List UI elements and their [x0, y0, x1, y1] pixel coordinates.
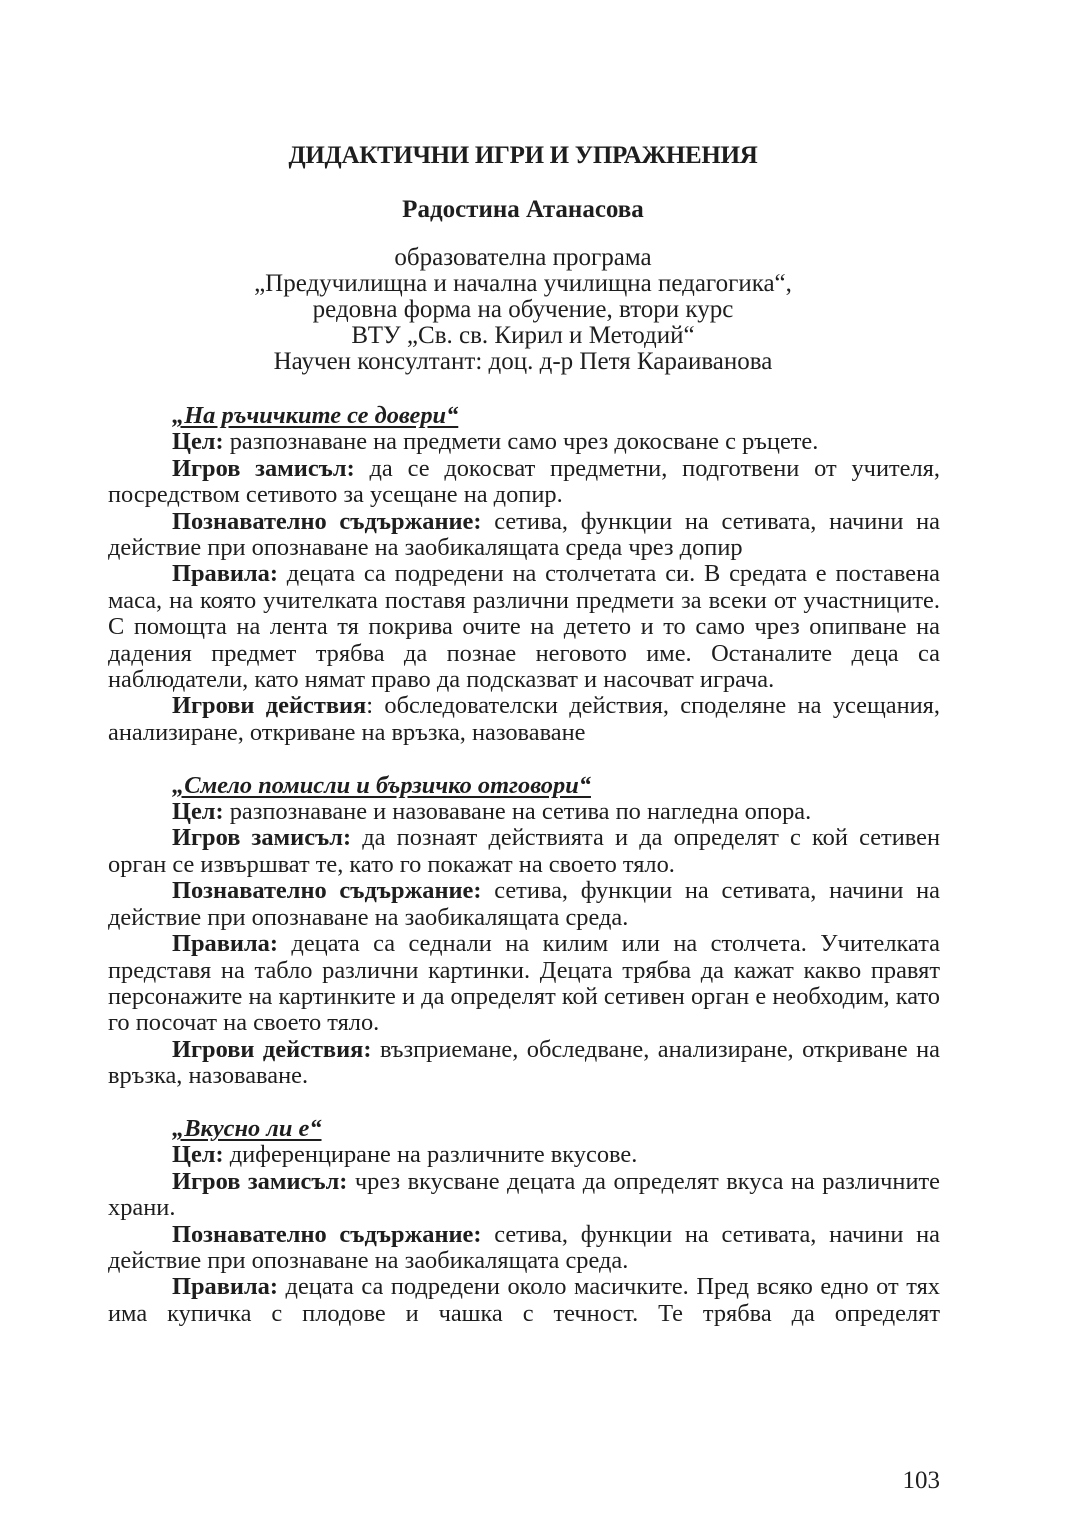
concept-text: чрез вкусване децата да определят вкуса на различните храни. [108, 1167, 940, 1222]
game-concept [108, 1169, 940, 1222]
concept-label: Игров замисъл: [172, 454, 355, 482]
author-name: Радостина Атанасова [402, 196, 644, 223]
actions-text: възприемане, обследване, анализиране, откриване на връзка, назоваване. [108, 1035, 941, 1090]
affiliation-line: редовна форма на обучение, втори курс [312, 296, 734, 323]
game-rules [108, 1274, 940, 1327]
game-title: „Вкусно ли е“ [172, 1114, 322, 1142]
goal-label: Цел: [172, 798, 224, 826]
game-actions [108, 1037, 940, 1090]
concept-label: Игров замисъл: [172, 824, 352, 852]
game-content [108, 1222, 940, 1275]
page-number: 103 [902, 1467, 940, 1494]
content-text: сетива, функции на сетивата, начини на действие при опознаване на заобикалящата среда. [108, 877, 940, 931]
goal-text: диференциране на различните вкусове. [223, 1141, 638, 1169]
concept-label: Игров замисъл: [172, 1167, 348, 1195]
rules-text: децата са седнали на килим или на столчета. Учителката представя на табло различни картинки. Децата трябва да кажат какво правят персонажите на картинките и да определят кой сетивен орган е необходим, като го посочат на своето тяло. [108, 930, 940, 1037]
game-goal [108, 1142, 940, 1168]
games-section [108, 403, 940, 1354]
game-goal [108, 799, 940, 825]
game-rules [108, 561, 940, 693]
game-goal [108, 429, 940, 455]
actions-label: Игрови действия [172, 692, 367, 720]
game-rules [108, 931, 940, 1037]
concept-text: да се докосват предметни, подготвени от учителя, посредством сетивото за усещане на допир. [108, 454, 940, 509]
goal-text: разпознаване и назоваване на сетива по нагледна опора. [223, 798, 812, 826]
goal-label: Цел: [172, 1141, 224, 1169]
rules-text: децата са подредени около масичките. Пред всяко едно от тях има купичка с плодове и чашка с течност. Те трябва да определят [108, 1273, 940, 1327]
game-concept [108, 825, 940, 878]
affiliation-line: Научен консултант: доц. д-р Петя Караиванова [273, 348, 773, 375]
goal-text: разпознаване на предмети само чрез докосване с ръцете. [223, 428, 819, 456]
content-label: Познавателно съдържание: [172, 877, 482, 905]
page-title: ДИДАКТИЧНИ ИГРИ И УПРАЖНЕНИЯ [288, 142, 758, 169]
rules-text: децата са подредени на столчетата си. В средата е поставена маса, на която учителката поставя различни предмети за всеки от участниците. С помощта на лента тя покрива очите на детето и то само чрез опипване на дадения предмет трябва да познае неговото име. Останалите деца са наблюдатели, като нямат право да подсказват и насочват играча. [108, 560, 940, 694]
affiliation-block [0, 245, 1046, 375]
rules-label: Правила: [172, 560, 278, 588]
affiliation-line: образователна програма [394, 244, 652, 271]
game-block [108, 403, 940, 746]
actions-text: : обследователски действия, споделяне на усещания, анализиране, откриване на връзка, назоваване [108, 692, 940, 746]
content-text: сетива, функции на сетивата, начини на действие при опознаване на заобикалящата среда. [108, 1220, 940, 1274]
rules-label: Правила: [172, 930, 278, 958]
actions-label: Игрови действия: [172, 1035, 372, 1063]
content-text: сетива, функции на сетивата, начини на действие при опознаване на заобикалящата среда чрез допир [108, 507, 940, 562]
rules-label: Правила: [172, 1273, 278, 1301]
game-block [108, 773, 940, 1090]
affiliation-line: ВТУ „Св. св. Кирил и Методий“ [351, 322, 695, 349]
game-block [108, 1116, 940, 1327]
game-content [108, 509, 940, 562]
affiliation-line: „Предучилищна и начална училищна педагогика“, [254, 270, 792, 297]
game-title: „На ръчичките се довери“ [172, 402, 459, 429]
content-label: Познавателно съдържание: [172, 1220, 482, 1248]
game-title: „Смело помисли и бързичко отговори“ [172, 771, 591, 799]
concept-text: да познаят действията и да определят с кой сетивен орган се извършват те, като го покажат на своето тяло. [108, 824, 940, 878]
game-content [108, 878, 940, 931]
content-label: Познавателно съдържание: [172, 507, 482, 535]
game-actions [108, 693, 940, 746]
goal-label: Цел: [172, 428, 224, 456]
game-concept [108, 456, 940, 509]
